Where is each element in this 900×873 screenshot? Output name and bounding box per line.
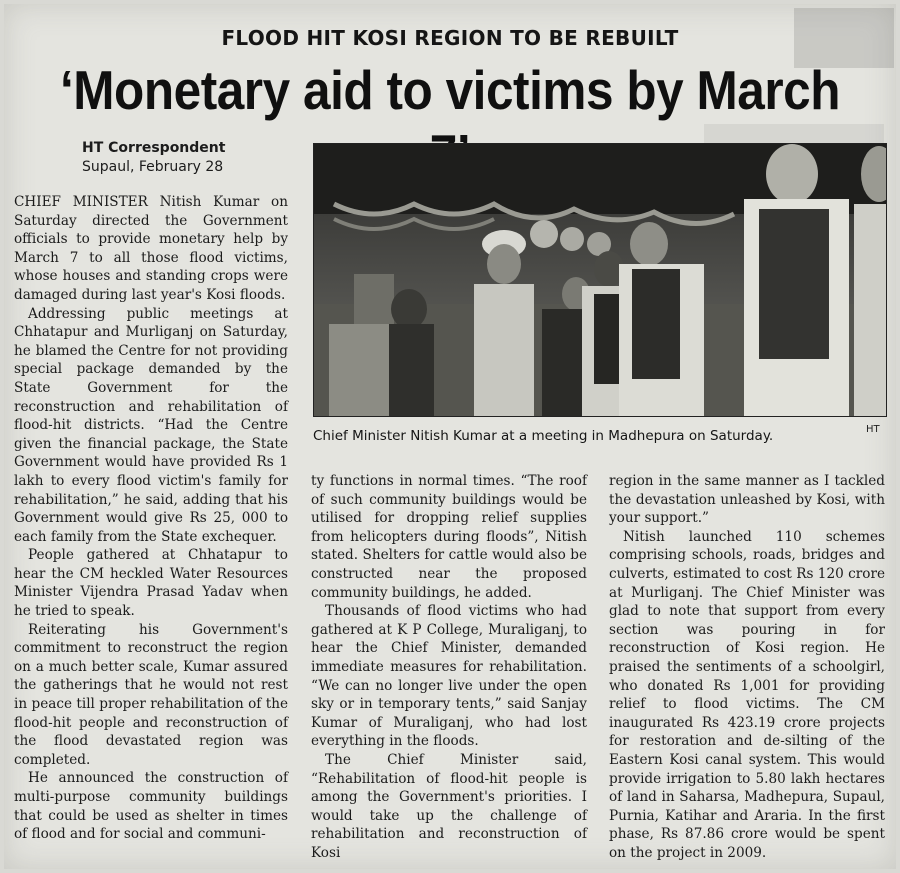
meeting-photo-illustration: [314, 144, 886, 416]
byline-dateline: Supaul, February 28: [82, 159, 224, 175]
paragraph: Reiterating his Government's commitment to reconstruct the region on a much better scale, Kumar assured the gatherings that he would not rest in peace till proper rehabilitation of the flood-hit people and reconstruction of the flood devastated region was completed.: [14, 621, 288, 768]
byline: [82, 139, 225, 177]
article-column-1: [14, 193, 288, 844]
main-headline: ‘Monetary aid to victims by March: [59, 59, 841, 121]
paragraph: People gathered at Chhatapur to hear the CM heckled Water Resources Minister Vijendra Prasad Yadav when he tried to speak.: [14, 547, 288, 620]
paragraph: ty functions in normal times. “The roof of such community buildings would be utilised for dropping relief supplies from helicopters during floods”, Nitish stated. Shelters for cattle would also be constructed near the proposed community buildings, he added.: [311, 473, 587, 601]
photo-credit: HT: [866, 424, 880, 435]
paragraph: The Chief Minister said, “Rehabilitation of flood-hit people is among the Government's priorities. I would take up the challenge of rehabilitation and reconstruction of Kosi: [311, 751, 587, 861]
paragraph: CHIEF MINISTER Nitish Kumar on Saturday directed the Government officials to provide monetary help by March 7 to all those flood victims, whose houses and standing crops were damaged during last year's Kosi floods.: [14, 194, 288, 303]
paragraph: He announced the construction of multi-purpose community buildings that could be used as shelter in times of flood and for social and communi-: [14, 770, 288, 843]
article-column-2: [311, 472, 587, 862]
paragraph: Nitish launched 110 schemes comprising schools, roads, bridges and culverts, estimated to cost Rs 120 crore at Murliganj. The Chief Minister was glad to note that support from every section was pouring in for reconstruction of Kosi region. He praised the sentiments of a schoolgirl, who donated Rs 1,001 for providing relief to flood victims. The CM inaugurated Rs 423.19 crore projects for restoration and de-silting of the Eastern Kosi canal system. This would provide irrigation to 5.80 lakh hectares of land in Saharsa, Madhepura, Supaul, Purnia, Katihar and Araria. In the first phase, Rs 87.86 crore would be spent on the project in 2009.: [609, 528, 885, 861]
news-photo: [313, 143, 887, 417]
kicker-headline: FLOOD HIT KOSI REGION TO BE REBUILT: [221, 26, 679, 50]
byline-author: HT Correspondent: [82, 140, 226, 156]
article-column-3: [609, 472, 885, 862]
photo-caption: Chief Minister Nitish Kumar at a meeting in Madhepura on Saturday.: [313, 428, 774, 444]
paragraph: Thousands of flood victims who had gathered at K P College, Muraliganj, to hear the Chief Minister, demanded immediate measures for rehabilitation. “We can no longer live under the open sky or in temporary tents,” said Sanjay Kumar of Muraliganj, who had lost everything in the floods.: [311, 603, 587, 750]
paragraph: Addressing public meetings at Chhatapur and Murliganj on Saturday, he blamed the Centre for not providing special package demanded by the State Government for the reconstruction and rehabilitation of flood-hit districts. “Had the Centre given the financial package, the State Government would have provided Rs 1 lakh to every flood victim's family for rehabilitation,” he said, adding that his Government would give Rs 25, 000 to each family from the State exchequer.: [14, 305, 288, 545]
paragraph: region in the same manner as I tackled the devastation unleashed by Kosi, with your support.”: [609, 473, 885, 527]
